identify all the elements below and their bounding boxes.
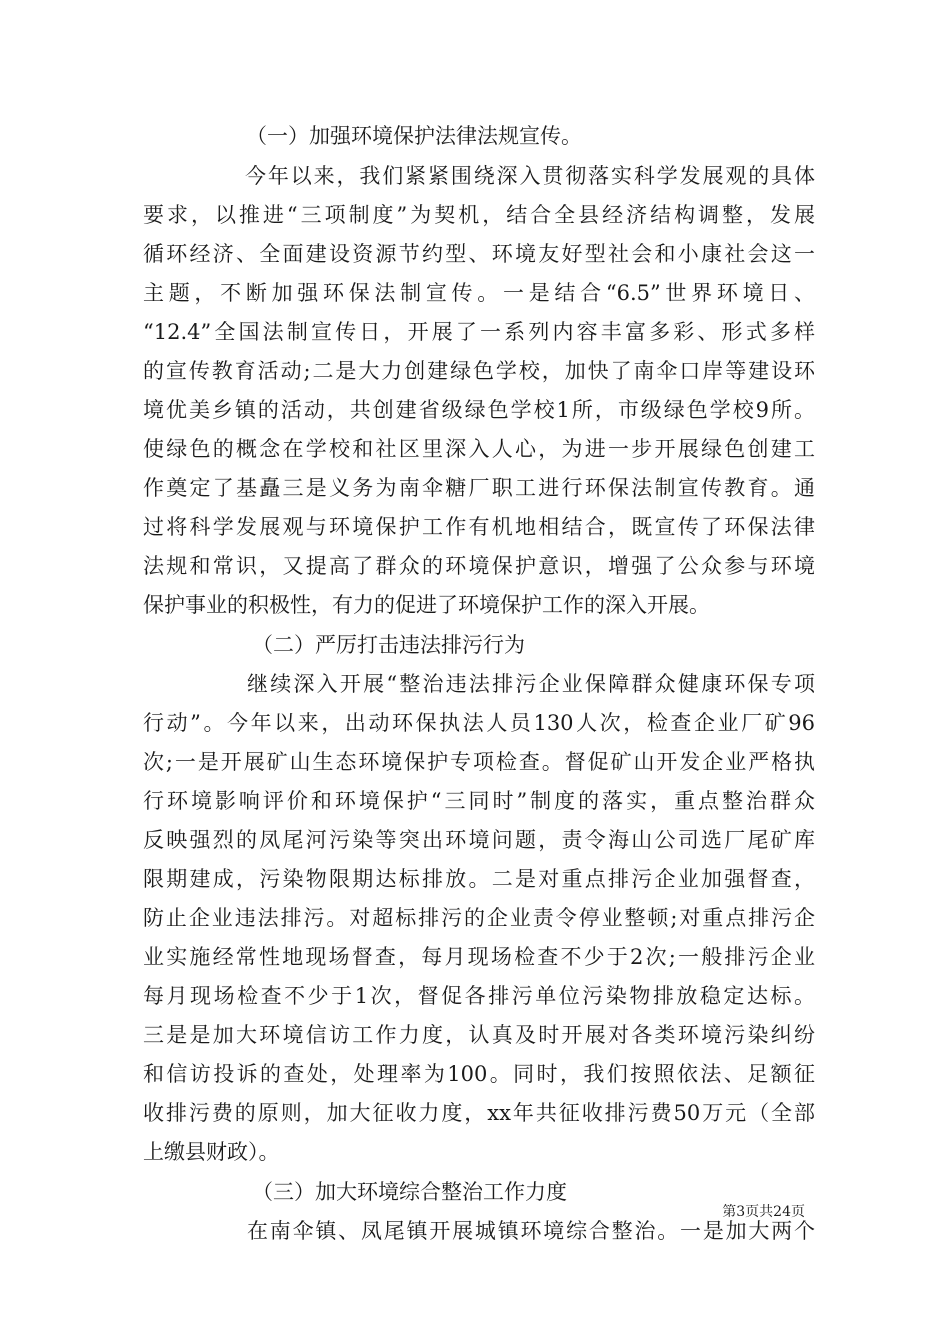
paragraph-line: 收排污费的原则，加大征收力度，xx年共征收排污费50万元（全部 bbox=[143, 1101, 815, 1125]
paragraph-line: 限期建成，污染物限期达标排放。二是对重点排污企业加强督查， bbox=[143, 867, 815, 891]
paragraph-line: 防止企业违法排污。对超标排污的企业责令停业整顿;对重点排污企 bbox=[143, 906, 815, 930]
paragraph-line: 在南伞镇、凤尾镇开展城镇环境综合整治。一是加大两个 bbox=[247, 1219, 815, 1243]
paragraph-line: 今年以来，我们紧紧围绕深入贯彻落实科学发展观的具体 bbox=[245, 164, 815, 188]
paragraph-line: 境优美乡镇的活动，共创建省级绿色学校1所，市级绿色学校9所。 bbox=[143, 398, 815, 422]
paragraph-line: 三是是加大环境信访工作力度，认真及时开展对各类环境污染纠纷 bbox=[143, 1023, 815, 1047]
paragraph-line: 要求，以推进“三项制度”为契机，结合全县经济结构调整，发展 bbox=[143, 203, 815, 227]
paragraph-line: 作奠定了基矗三是义务为南伞糖厂职工进行环保法制宣传教育。通 bbox=[143, 476, 815, 500]
paragraph-line: 每月现场检查不少于1次，督促各排污单位污染物排放稳定达标。 bbox=[143, 984, 815, 1008]
paragraph-line: 法规和常识，又提高了群众的环境保护意识，增强了公众参与环境 bbox=[143, 554, 815, 578]
paragraph-line: 上缴县财政）。 bbox=[143, 1140, 280, 1164]
section-heading-3: （三）加大环境综合整治工作力度 bbox=[252, 1180, 567, 1204]
paragraph-line: 反映强烈的凤尾河污染等突出环境问题，责令海山公司选厂尾矿库 bbox=[143, 828, 815, 852]
paragraph-line: 使绿色的概念在学校和社区里深入人心，为进一步开展绿色创建工 bbox=[143, 437, 815, 461]
paragraph-line: 循环经济、全面建设资源节约型、环境友好型社会和小康社会这一 bbox=[143, 242, 815, 266]
section-heading-1: （一）加强环境保护法律法规宣传。 bbox=[246, 124, 582, 148]
page-number-footer: 第3页共24页 bbox=[722, 1204, 805, 1220]
paragraph-line: 业实施经常性地现场督查，每月现场检查不少于2次;一般排污企业 bbox=[143, 945, 815, 969]
paragraph-line: 行动”。今年以来，出动环保执法人员130人次，检查企业厂矿96 bbox=[143, 711, 815, 735]
paragraph-line: “12.4”全国法制宣传日，开展了一系列内容丰富多彩、形式多样 bbox=[143, 320, 815, 344]
paragraph-line: 继续深入开展“整治违法排污企业保障群众健康环保专项 bbox=[247, 672, 815, 696]
paragraph-line: 次;一是开展矿山生态环境保护专项检查。督促矿山开发企业严格执 bbox=[143, 750, 815, 774]
paragraph-line: 行环境影响评价和环境保护“三同时”制度的落实，重点整治群众 bbox=[143, 789, 815, 813]
paragraph-line: 过将科学发展观与环境保护工作有机地相结合，既宣传了环保法律 bbox=[143, 515, 815, 539]
section-heading-2: （二）严厉打击违法排污行为 bbox=[252, 633, 525, 657]
paragraph-line: 主题，不断加强环保法制宣传。一是结合“6.5”世界环境日、 bbox=[143, 281, 815, 305]
paragraph-line: 保护事业的积极性，有力的促进了环境保护工作的深入开展。 bbox=[143, 593, 710, 617]
paragraph-line: 的宣传教育活动;二是大力创建绿色学校，加快了南伞口岸等建设环 bbox=[143, 359, 815, 383]
paragraph-line: 和信访投诉的查处，处理率为100。同时，我们按照依法、足额征 bbox=[143, 1062, 815, 1086]
